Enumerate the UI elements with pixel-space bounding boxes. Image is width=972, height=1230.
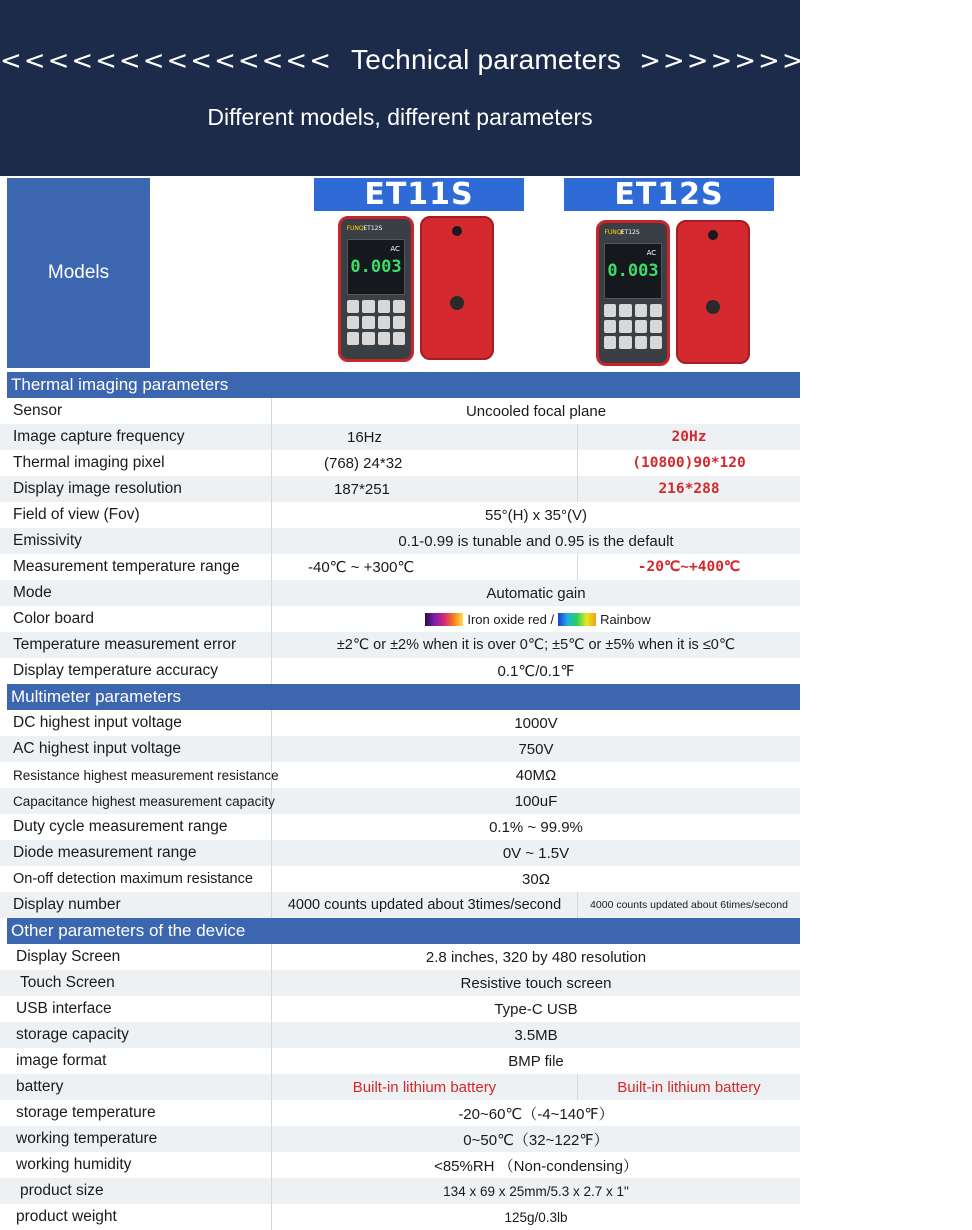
row-label: USB interface bbox=[0, 996, 272, 1022]
device-brand: FUNQI bbox=[604, 228, 624, 236]
table-row bbox=[0, 970, 800, 996]
row-label: Duty cycle measurement range bbox=[0, 814, 272, 840]
row-label: Color board bbox=[0, 606, 272, 632]
device-brand: FUNQI bbox=[346, 224, 366, 232]
row-value: Type-C USB bbox=[494, 1000, 578, 1018]
table-row bbox=[0, 658, 800, 684]
row-value-et11s: Built-in lithium battery bbox=[272, 1074, 578, 1100]
row-value-et12s: -20℃~+400℃ bbox=[637, 559, 741, 575]
row-value: 134 x 69 x 25mm/5.3 x 2.7 x 1" bbox=[443, 1183, 629, 1199]
table-row bbox=[0, 840, 800, 866]
table-row bbox=[0, 528, 800, 554]
device-back-knob bbox=[706, 300, 720, 314]
row-value: Uncooled focal plane bbox=[465, 402, 607, 420]
row-label: image format bbox=[0, 1048, 272, 1074]
models-section bbox=[0, 176, 800, 372]
row-value: ±2℃ or ±2% when it is over 0℃; ±5℃ or ±5% when it is ≤0℃ bbox=[336, 637, 736, 653]
row-label: Display temperature accuracy bbox=[0, 658, 272, 684]
table-row bbox=[0, 996, 800, 1022]
row-value: 100uF bbox=[514, 792, 558, 810]
section-title: Thermal imaging parameters bbox=[11, 375, 229, 394]
table-row bbox=[0, 892, 800, 918]
device-ac-indicator: AC bbox=[390, 244, 400, 253]
row-value: 2.8 inches, 320 by 480 resolution bbox=[425, 948, 647, 966]
row-label: Image capture frequency bbox=[0, 424, 272, 450]
table-row bbox=[0, 1100, 800, 1126]
section-header-multimeter bbox=[0, 684, 800, 710]
row-value-et12s: 216*288 bbox=[658, 481, 720, 497]
row-value: <85%RH （Non-condensing） bbox=[434, 1157, 638, 1175]
header-title-line bbox=[0, 44, 972, 76]
table-row bbox=[0, 398, 800, 424]
device-model-text: ET12S bbox=[363, 224, 383, 232]
row-value: Automatic gain bbox=[486, 584, 586, 602]
row-value-et11s: 187*251 bbox=[272, 476, 578, 502]
row-label: Touch Screen bbox=[0, 970, 272, 996]
row-value-et12s: Built-in lithium battery bbox=[617, 1078, 761, 1096]
row-value-colorboard bbox=[272, 606, 800, 632]
table-row bbox=[0, 606, 800, 632]
row-label: product weight bbox=[0, 1204, 272, 1230]
row-label: Capacitance highest measurement capacity bbox=[0, 788, 272, 814]
row-value: 3.5MB bbox=[514, 1026, 558, 1044]
table-row bbox=[0, 1074, 800, 1100]
table-row bbox=[0, 788, 800, 814]
iron-oxide-palette-swatch bbox=[425, 613, 463, 626]
section-header-other bbox=[0, 918, 800, 944]
row-label: On-off detection maximum resistance bbox=[0, 866, 272, 892]
device-back-et12s bbox=[676, 220, 750, 364]
row-label: storage capacity bbox=[0, 1022, 272, 1048]
row-label: Thermal imaging pixel bbox=[0, 450, 272, 476]
device-back-knob bbox=[450, 296, 464, 310]
page-header bbox=[0, 0, 972, 176]
chevrons-right: >>>>>>>>>>>>>> bbox=[639, 46, 972, 76]
device-keypad bbox=[604, 304, 661, 349]
spec-table bbox=[0, 372, 800, 1230]
row-value-et12s: 20Hz bbox=[671, 429, 707, 445]
device-screen bbox=[347, 239, 406, 295]
section-header-thermal bbox=[0, 372, 800, 398]
chevrons-left: <<<<<<<<<<<<<< bbox=[0, 46, 333, 76]
rainbow-palette-swatch bbox=[558, 613, 596, 626]
row-label: product size bbox=[0, 1178, 272, 1204]
row-value: -20~60℃（-4~140℉） bbox=[458, 1105, 614, 1123]
models-label: Models bbox=[7, 178, 150, 368]
row-label: Measurement temperature range bbox=[0, 554, 272, 580]
device-front-et11s bbox=[338, 216, 414, 362]
table-row bbox=[0, 944, 800, 970]
device-reading: 0.003 bbox=[350, 256, 402, 277]
table-row bbox=[0, 1126, 800, 1152]
device-ac-indicator: AC bbox=[646, 248, 657, 257]
table-row bbox=[0, 580, 800, 606]
page-title: Technical parameters bbox=[351, 44, 622, 75]
row-value: 0V ~ 1.5V bbox=[502, 844, 570, 862]
row-value: 0.1% ~ 99.9% bbox=[489, 818, 583, 836]
table-row bbox=[0, 424, 800, 450]
page-subtitle: Different models, different parameters bbox=[207, 104, 593, 130]
table-row bbox=[0, 1204, 800, 1230]
row-label: Display number bbox=[0, 892, 272, 918]
table-row bbox=[0, 710, 800, 736]
table-row bbox=[0, 1022, 800, 1048]
row-value: 40MΩ bbox=[515, 766, 557, 784]
row-label: Field of view (Fov) bbox=[0, 502, 272, 528]
other-rows bbox=[0, 944, 800, 1230]
row-label: battery bbox=[0, 1074, 272, 1100]
row-label: working humidity bbox=[0, 1152, 272, 1178]
row-label: Diode measurement range bbox=[0, 840, 272, 866]
table-row bbox=[0, 814, 800, 840]
device-reading: 0.003 bbox=[607, 260, 659, 281]
table-row bbox=[0, 736, 800, 762]
section-title: Multimeter parameters bbox=[11, 687, 182, 706]
row-label: AC highest input voltage bbox=[0, 736, 272, 762]
row-value: 750V bbox=[518, 740, 554, 758]
table-row bbox=[0, 1048, 800, 1074]
row-value: 125g/0.3lb bbox=[504, 1209, 568, 1225]
row-value: 0.1-0.99 is tunable and 0.95 is the default bbox=[398, 532, 674, 550]
row-value: Resistive touch screen bbox=[460, 974, 612, 992]
row-value-et11s: (768) 24*32 bbox=[272, 450, 578, 476]
section-title: Other parameters of the device bbox=[11, 921, 246, 940]
row-value: 30Ω bbox=[522, 870, 550, 888]
row-label: Display image resolution bbox=[0, 476, 272, 502]
device-keypad bbox=[347, 300, 406, 345]
row-label: Resistance highest measurement resistance bbox=[0, 762, 272, 788]
thermal-rows bbox=[0, 398, 800, 684]
table-row bbox=[0, 866, 800, 892]
row-label: storage temperature bbox=[0, 1100, 272, 1126]
table-row bbox=[0, 1152, 800, 1178]
multimeter-rows bbox=[0, 710, 800, 918]
row-value-et11s: 4000 counts updated about 3times/second bbox=[272, 892, 578, 918]
table-row bbox=[0, 476, 800, 502]
row-value-et12s: (10800)90*120 bbox=[632, 455, 746, 471]
table-row bbox=[0, 1178, 800, 1204]
table-row bbox=[0, 554, 800, 580]
row-value: 0~50℃（32~122℉） bbox=[463, 1131, 609, 1149]
row-label: Sensor bbox=[0, 398, 272, 424]
row-value-et11s: -40℃ ~ +300℃ bbox=[272, 554, 578, 580]
row-value-et11s: 16Hz bbox=[272, 424, 578, 450]
device-front-et12s bbox=[596, 220, 670, 366]
row-value-et12s: 4000 counts updated about 6times/second bbox=[590, 899, 788, 911]
row-value: 0.1℃/0.1℉ bbox=[497, 663, 575, 680]
palette-iron-label: Iron oxide red / bbox=[467, 611, 555, 627]
device-screen bbox=[604, 243, 661, 299]
row-label: Mode bbox=[0, 580, 272, 606]
table-row bbox=[0, 450, 800, 476]
thermal-lens bbox=[708, 230, 718, 240]
table-row bbox=[0, 632, 800, 658]
row-label: Emissivity bbox=[0, 528, 272, 554]
row-label: Display Screen bbox=[0, 944, 272, 970]
row-label: Temperature measurement error bbox=[0, 632, 272, 658]
device-back-et11s bbox=[420, 216, 494, 360]
row-value: BMP file bbox=[508, 1052, 564, 1070]
model-badge-et11s: ET11S bbox=[314, 178, 524, 211]
row-label: working temperature bbox=[0, 1126, 272, 1152]
table-row bbox=[0, 502, 800, 528]
table-row bbox=[0, 762, 800, 788]
row-value: 55°(H) x 35°(V) bbox=[484, 506, 588, 524]
row-value: 1000V bbox=[514, 714, 558, 732]
device-model-text: ET12S bbox=[620, 228, 640, 236]
row-label: DC highest input voltage bbox=[0, 710, 272, 736]
model-badge-et12s: ET12S bbox=[564, 178, 774, 211]
thermal-lens bbox=[452, 226, 462, 236]
palette-rainbow-label: Rainbow bbox=[600, 611, 651, 627]
